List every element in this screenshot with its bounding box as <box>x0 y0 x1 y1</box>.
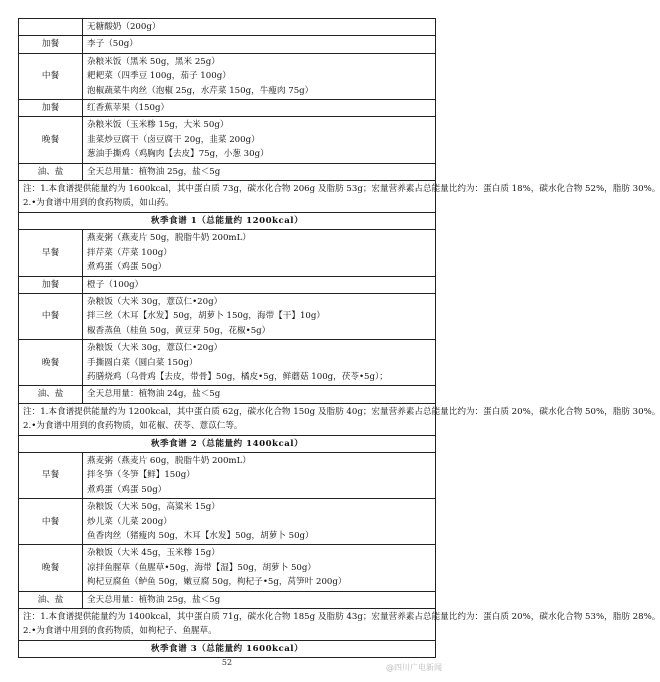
dish-line: 全天总用量：植物油 24g，盐＜5g <box>87 389 221 400</box>
meal-dishes <box>83 19 436 36</box>
dish-line: 杂粮米饭（玉米糁 15g，大米 50g） <box>87 120 229 131</box>
meal-row <box>19 452 436 498</box>
meal-row <box>19 100 436 117</box>
recipe-table <box>18 18 660 658</box>
meal-row <box>19 293 436 339</box>
dish-line: 橙子（100g） <box>87 279 144 290</box>
meal-name: 加餐 <box>19 36 83 53</box>
notes-row <box>19 609 436 641</box>
dish-line: 拌芹菜（芹菜 100g） <box>87 247 172 258</box>
meal-row <box>19 53 436 99</box>
meal-dishes <box>83 386 436 403</box>
meal-name: 中餐 <box>19 499 83 545</box>
dish-line: 杂粮米饭（黑米 50g，黑米 25g） <box>87 56 220 67</box>
dish-line: 耙耙菜（四季豆 100g，茄子 100g） <box>87 71 231 82</box>
dish-line: 全天总用量：植物油 25g，盐＜5g <box>87 594 221 605</box>
meal-name: 油、盐 <box>19 591 83 608</box>
note-line: 注：1.本食谱提供能量约为 1400kcal，其中蛋白质 71g，碳水化合物 185g 及脂肪 43g；宏量营养素占总能量比约为：蛋白质 20%，碳水化合物 53%，脂肪 28%。 <box>23 612 660 623</box>
note-line: 注：1.本食谱提供能量约为 1200kcal，其中蛋白质 62g，碳水化合物 150g 及脂肪 40g；宏量营养素占总能量比约为：蛋白质 20%，碳水化合物 50%，脂肪 30%。 <box>23 406 660 417</box>
meal-row <box>19 276 436 293</box>
dish-line: 葱油手撕鸡（鸡胸肉【去皮】75g，小葱 30g） <box>87 149 269 160</box>
recipe-table-body <box>19 19 660 658</box>
meal-name: 早餐 <box>19 230 83 276</box>
heading-row <box>19 435 436 452</box>
dish-line: 红香蕉苹果（150g） <box>87 103 170 114</box>
note-line: 2.•为食谱中用到的食药物质，如花椒、茯苓、薏苡仁等。 <box>23 421 243 432</box>
dish-line: 全天总用量：植物油 25g，盐＜5g <box>87 166 221 177</box>
dish-line: 药膳烧鸡（乌骨鸡【去皮，带骨】50g，橘皮•5g，鲜蘑菇 100g，茯苓•5g）； <box>87 371 388 382</box>
meal-dishes <box>83 276 436 293</box>
meal-name: 加餐 <box>19 100 83 117</box>
meal-row <box>19 19 436 36</box>
meal-dishes <box>83 452 436 498</box>
watermark: @四川广电新闻 <box>386 663 442 672</box>
meal-dishes <box>83 163 436 180</box>
dish-line: 燕麦粥（燕麦片 60g，脱脂牛奶 200mL） <box>87 455 251 466</box>
meal-dishes <box>83 53 436 99</box>
note-line: 注：1.本食谱提供能量约为 1600kcal，其中蛋白质 73g，碳水化合物 206g 及脂肪 53g；宏量营养素占总能量比约为：蛋白质 18%，碳水化合物 52%，脂肪 30%。 <box>23 184 660 195</box>
dish-line: 鱼香肉丝（猪瘦肉 50g，木耳【水发】50g，胡萝卜 50g） <box>87 531 314 541</box>
meal-name: 加餐 <box>19 276 83 293</box>
meal-name: 早餐 <box>19 452 83 498</box>
dish-line: 煮鸡蛋（鸡蛋 50g） <box>87 262 167 273</box>
recipe-heading: 秋季食谱 3（总能量约 1600kcal） <box>19 640 436 657</box>
meal-dishes <box>83 545 436 591</box>
dish-line: 炒儿菜（儿菜 200g） <box>87 516 172 527</box>
meal-name <box>19 19 83 36</box>
dish-line: 拌冬笋（冬笋【鲜】150g） <box>87 470 195 481</box>
meal-row <box>19 36 436 53</box>
note-line: 2.•为食谱中用到的食药物质，如山药。 <box>23 198 174 209</box>
meal-row <box>19 386 436 403</box>
dish-line: 拌三丝（木耳【水发】50g，胡萝卜 150g，海带【干】10g） <box>87 311 325 322</box>
meal-row <box>19 117 436 163</box>
meal-dishes <box>83 36 436 53</box>
meal-name: 中餐 <box>19 53 83 99</box>
meal-dishes <box>83 499 436 545</box>
meal-dishes <box>83 591 436 608</box>
heading-row <box>19 212 436 229</box>
meal-row <box>19 163 436 180</box>
dish-line: 泡椒蔬菜牛肉丝（泡椒 25g，水芹菜 150g，牛瘦肉 75g） <box>87 85 314 96</box>
note-line: 2.•为食谱中用到的食药物质，如枸杞子、鱼腥草。 <box>23 626 217 637</box>
dish-line: 李子（50g） <box>87 39 138 50</box>
notes-row <box>19 181 436 213</box>
recipe-heading: 秋季食谱 1（总能量约 1200kcal） <box>19 212 436 229</box>
meal-name: 晚餐 <box>19 117 83 163</box>
dish-line: 手撕圆白菜（圆白菜 150g） <box>87 357 198 368</box>
dish-line: 杂粮饭（大米 50g，高粱米 15g） <box>87 502 220 513</box>
nutrition-notes <box>19 403 660 435</box>
nutrition-notes <box>19 609 660 641</box>
meal-dishes <box>83 100 436 117</box>
heading-row <box>19 640 436 657</box>
dish-line: 燕麦粥（燕麦片 50g，脱脂牛奶 200mL） <box>87 233 251 244</box>
recipe-heading: 秋季食谱 2（总能量约 1400kcal） <box>19 435 436 452</box>
meal-name: 油、盐 <box>19 163 83 180</box>
meal-name: 中餐 <box>19 293 83 339</box>
page-number: 52 <box>221 658 233 667</box>
dish-line: 杂粮饭（大米 30g，薏苡仁•20g） <box>87 296 223 307</box>
meal-row <box>19 230 436 276</box>
meal-dishes <box>83 230 436 276</box>
meal-row <box>19 499 436 545</box>
meal-dishes <box>83 340 436 386</box>
meal-dishes <box>83 293 436 339</box>
meal-row <box>19 591 436 608</box>
dish-line: 杂粮饭（大米 45g，玉米糁 15g） <box>87 548 220 559</box>
dish-line: 枸杞豆腐鱼（鲈鱼 50g，嫩豆腐 50g，枸杞子•5g，莴笋叶 200g） <box>87 577 347 588</box>
dish-line: 椒香蒸鱼（桂鱼 50g，黄豆芽 50g，花椒•5g） <box>87 325 271 336</box>
dish-line: 杂粮饭（大米 30g，薏苡仁•20g） <box>87 343 223 354</box>
notes-row <box>19 403 436 435</box>
meal-row <box>19 545 436 591</box>
meal-dishes <box>83 117 436 163</box>
meal-name: 晚餐 <box>19 340 83 386</box>
nutrition-notes <box>19 181 660 213</box>
dish-line: 凉拌鱼腥草（鱼腥草•50g，海带【湿】50g，胡萝卜 50g） <box>87 562 316 573</box>
meal-name: 油、盐 <box>19 386 83 403</box>
dish-line: 韭菜炒豆腐干（卤豆腐干 20g，韭菜 200g） <box>87 134 260 145</box>
meal-name: 晚餐 <box>19 545 83 591</box>
dish-line: 煮鸡蛋（鸡蛋 50g） <box>87 484 167 495</box>
meal-row <box>19 340 436 386</box>
dish-line: 无糖酸奶（200g） <box>87 22 161 32</box>
